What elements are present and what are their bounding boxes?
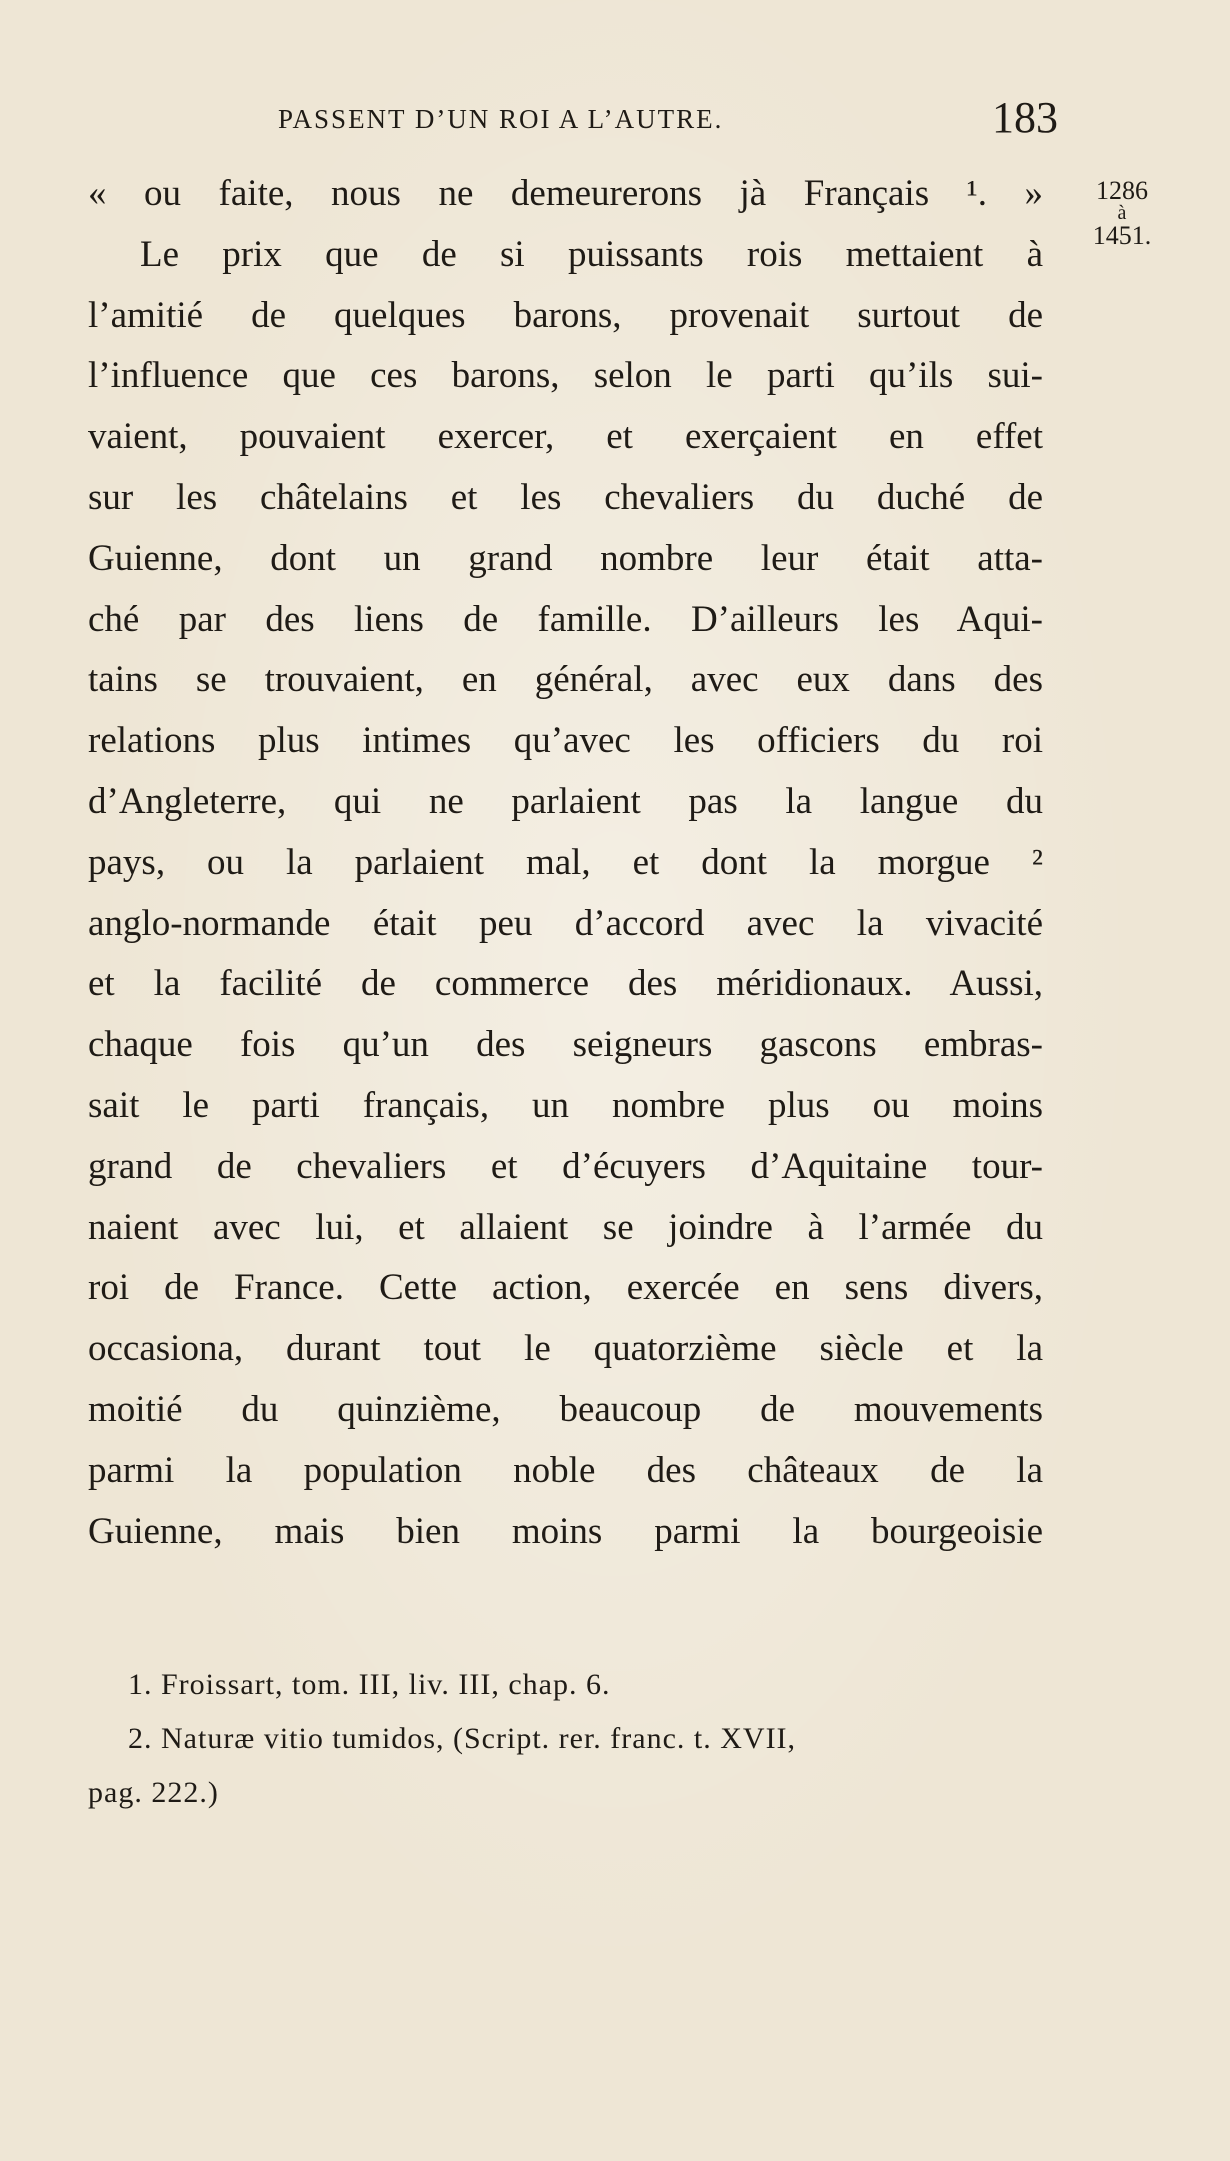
- margin-connector: à: [1117, 202, 1127, 224]
- text-line: « ou faite, nous ne demeurerons jà Français ¹. »: [88, 173, 1043, 214]
- text-line: sur les châtelains et les chevaliers du duché de: [88, 476, 1043, 518]
- margin-end-year: 1451.: [1092, 221, 1152, 250]
- body-text: [88, 164, 1043, 1562]
- footnote-2-continuation: pag. 222.): [88, 1776, 219, 1809]
- text-line: vaient, pouvaient exercer, et exerçaient en effet: [88, 416, 1043, 458]
- text-line: roi de France. Cette action, exercée en sens divers,: [88, 1267, 1043, 1309]
- text-line: occasiona, durant tout le quatorzième siècle et la: [88, 1328, 1043, 1370]
- page-number: 183: [992, 93, 1058, 142]
- text-line: Guienne, dont un grand nombre leur était atta-: [88, 537, 1043, 579]
- text-line: ché par des liens de famille. D’ailleurs les Aqui-: [88, 598, 1043, 640]
- text-line: pays, ou la parlaient mal, et dont la morgue ²: [88, 841, 1043, 883]
- text-line: naient avec lui, et allaient se joindre à l’armée du: [88, 1206, 1043, 1248]
- text-line: Guienne, mais bien moins parmi la bourgeoisie: [88, 1510, 1043, 1552]
- text-line: et la facilité de commerce des méridionaux. Aussi,: [88, 963, 1043, 1005]
- footnotes: [88, 1658, 1043, 1820]
- text-line: d’Angleterre, qui ne parlaient pas la langue du: [88, 780, 1043, 822]
- margin-start-year: 1286: [1096, 176, 1148, 205]
- text-line: chaque fois qu’un des seigneurs gascons embras-: [88, 1024, 1043, 1066]
- text-line: tains se trouvaient, en général, avec eux dans des: [88, 659, 1043, 701]
- text-line: parmi la population noble des châteaux de la: [88, 1449, 1043, 1491]
- text-line: l’amitié de quelques barons, provenait surtout de: [88, 294, 1043, 336]
- text-line: anglo-normande était peu d’accord avec la vivacité: [88, 902, 1043, 944]
- page-header: [278, 92, 1058, 142]
- text-line: Le prix que de si puissants rois mettaient à: [140, 233, 1043, 275]
- running-head: PASSENT D’UN ROI A L’AUTRE.: [278, 104, 724, 134]
- text-line: moitié du quinzième, beaucoup de mouvements: [88, 1388, 1043, 1430]
- margin-date-range: [1082, 178, 1162, 248]
- footnote-1: 1. Froissart, tom. III, liv. III, chap. 6.: [128, 1668, 611, 1701]
- text-line: grand de chevaliers et d’écuyers d’Aquitaine tour-: [88, 1145, 1043, 1187]
- text-line: l’influence que ces barons, selon le parti qu’ils sui-: [88, 355, 1043, 397]
- footnote-2: 2. Naturæ vitio tumidos, (Script. rer. franc. t. XVII,: [128, 1722, 797, 1755]
- text-line: sait le parti français, un nombre plus ou moins: [88, 1084, 1043, 1126]
- text-line: relations plus intimes qu’avec les officiers du roi: [88, 720, 1043, 762]
